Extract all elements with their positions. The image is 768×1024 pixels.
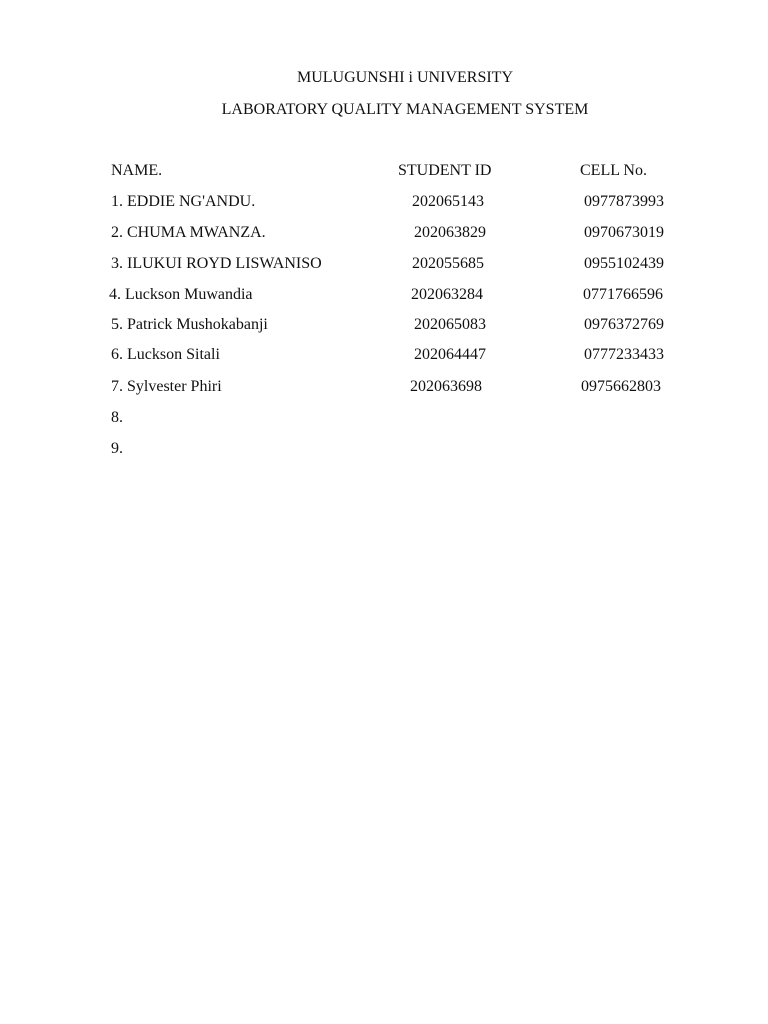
- student-name: 5. Patrick Mushokabanji: [111, 316, 268, 333]
- table-row: [0, 378, 768, 400]
- student-name: 1. EDDIE NG'ANDU.: [111, 193, 256, 210]
- student-name: 6. Luckson Sitali: [111, 346, 220, 363]
- table-row: [0, 255, 768, 277]
- cell-number: 0977873993: [584, 193, 664, 210]
- table-row: [0, 409, 768, 431]
- cell-number: 0955102439: [584, 255, 664, 272]
- document-title: MULUGUNSHI i UNIVERSITY: [297, 69, 513, 86]
- cell-number: 0771766596: [583, 286, 663, 303]
- column-header-name: NAME.: [111, 162, 163, 179]
- student-name: 8.: [111, 409, 123, 426]
- student-name: 7. Sylvester Phiri: [111, 378, 222, 395]
- table-row: [0, 286, 768, 308]
- student-name: 4. Luckson Muwandia: [109, 286, 253, 303]
- cell-number: 0777233433: [584, 346, 664, 363]
- student-id: 202065083: [414, 316, 486, 333]
- student-id: 202055685: [412, 255, 484, 272]
- cell-number: 0975662803: [581, 378, 661, 395]
- student-name: 3. ILUKUI ROYD LISWANISO: [111, 255, 322, 272]
- student-name: 9.: [111, 440, 123, 457]
- student-name: 2. CHUMA MWANZA.: [111, 224, 266, 241]
- student-id: 202063284: [411, 286, 483, 303]
- student-id: 202064447: [414, 346, 486, 363]
- table-row: [0, 346, 768, 368]
- table-row: [0, 193, 768, 215]
- table-row: [0, 224, 768, 246]
- table-header-row: [0, 162, 768, 184]
- cell-number: 0970673019: [584, 224, 664, 241]
- table-row: [0, 316, 768, 338]
- student-id: 202063829: [414, 224, 486, 241]
- column-header-cell-no: CELL No.: [580, 162, 647, 179]
- cell-number: 0976372769: [584, 316, 664, 333]
- student-id: 202063698: [410, 378, 482, 395]
- column-header-student-id: STUDENT ID: [398, 162, 492, 179]
- student-id: 202065143: [412, 193, 484, 210]
- document-subtitle: LABORATORY QUALITY MANAGEMENT SYSTEM: [221, 101, 589, 118]
- table-row: [0, 440, 768, 462]
